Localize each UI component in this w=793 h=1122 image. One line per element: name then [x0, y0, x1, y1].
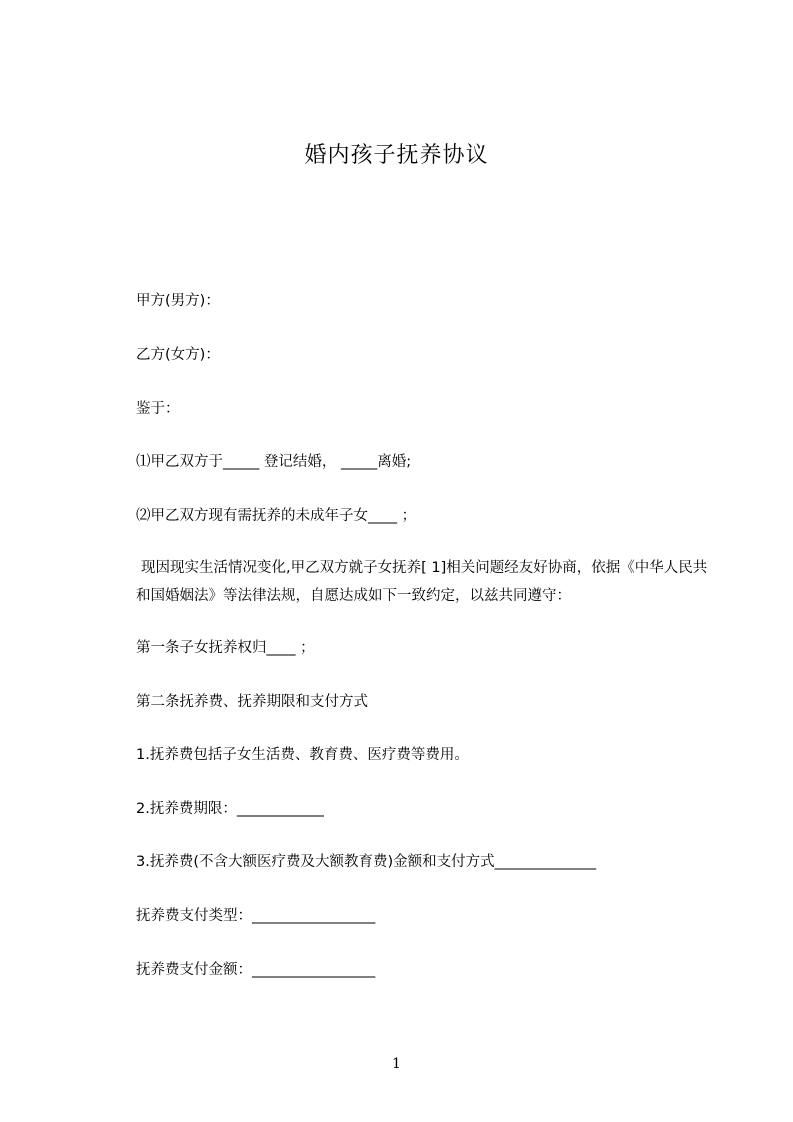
payment-amount-line: 抚养费支付金额：_________________ [136, 962, 376, 978]
preamble-paragraph [136, 554, 716, 610]
document-title: 婚内孩子抚养协议 [304, 143, 489, 168]
whereas-line: 鉴于： [136, 401, 180, 417]
article-1: 第一条子女抚养权归____ ； [136, 640, 315, 656]
children-clause: ⑵甲乙双方现有需抚养的未成年子女____ ； [136, 508, 417, 524]
item-1: 1.抚养费包括子女生活费、教育费、医疗费等费用。 [136, 747, 469, 763]
payment-type-line: 抚养费支付类型：_________________ [136, 908, 376, 924]
preamble-text: 现因现实生活情况变化,甲乙双方就子女抚养[ 1]相关问题经友好协商，依据《中华人民共和国婚姻法》等法律法规，自愿达成如下一致约定，以兹共同遵守： [136, 560, 708, 604]
marriage-clause: ⑴甲乙双方于_____ 登记结婚， _____离婚; [136, 454, 412, 470]
article-2-heading: 第二条抚养费、抚养期限和支付方式 [136, 694, 368, 710]
party-b-line: 乙方(女方)： [136, 347, 220, 363]
item-2: 2.抚养费期限：____________ [136, 801, 324, 817]
item-3: 3.抚养费(不含大额医疗费及大额教育费)金额和支付方式______________ [136, 854, 597, 870]
party-a-line: 甲方(男方)： [136, 293, 220, 309]
page-number: 1 [392, 1056, 401, 1072]
